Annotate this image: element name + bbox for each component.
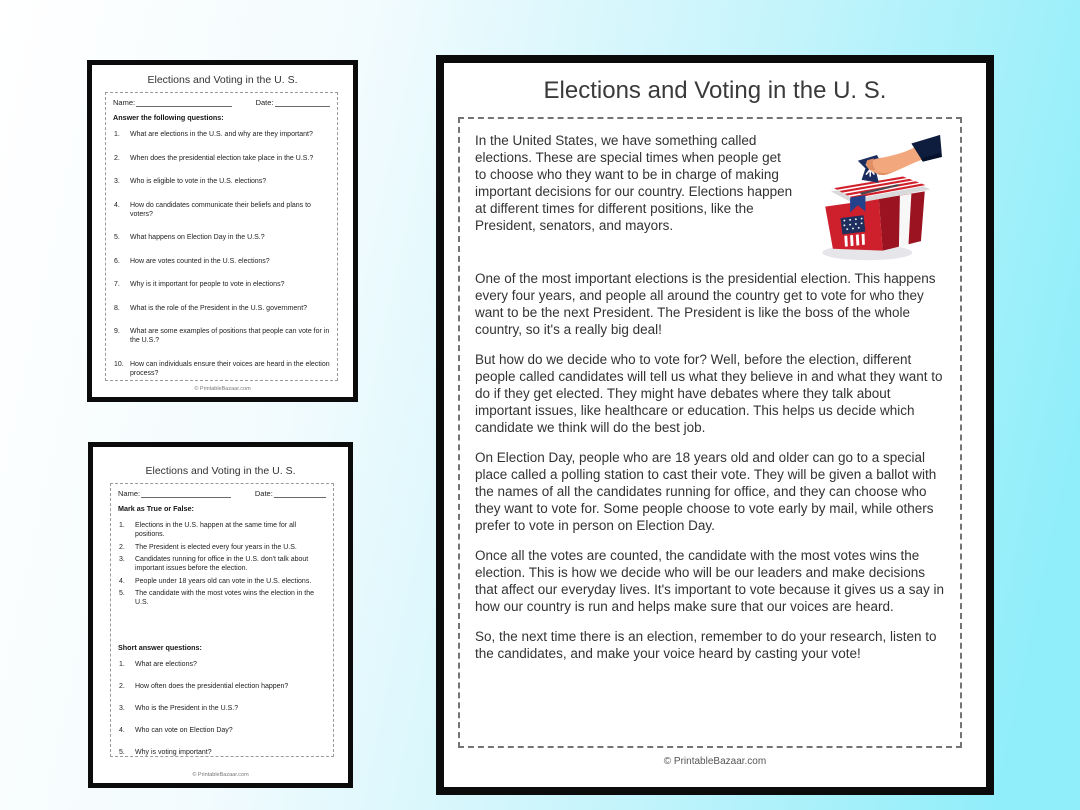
passage-title: Elections and Voting in the U. S. xyxy=(543,77,887,104)
name-field xyxy=(113,98,240,107)
question-item: Why is it important for people to vote in elections? xyxy=(130,281,285,288)
worksheet-title: Elections and Voting in the U. S. xyxy=(145,465,296,477)
passage-dashed-border xyxy=(458,117,962,748)
passage-paragraph: On Election Day, people who are 18 years old and older can go to a special place called a polling station to cast their vote. They will be given a ballot with the names of all the candidates running for office, and they can choose who they want to vote for. Some people choose to vote early by mail, while others prefer to vote in person on Election Day. xyxy=(475,450,937,533)
ballot-box-icon xyxy=(805,132,945,266)
passage-paragraph: In the United States, we have something called elections. These are special times when people get to choose who they want to be in charge of making important decisions for our country. Elections happen at different times for different positions, like the President, senators, and mayors. xyxy=(475,133,793,233)
shortanswer-item: Who is the President in the U.S.? xyxy=(135,705,239,712)
truefalse-item: Elections in the U.S. happen at the same time for all positions. xyxy=(135,522,297,538)
shortanswer-instruction: Short answer questions: xyxy=(118,643,202,652)
question-item: How are votes counted in the U.S. elections? xyxy=(130,257,270,265)
question-item: How can individuals ensure their voices are heard in the election process? xyxy=(130,360,330,377)
passage-paragraph: So, the next time there is an election, remember to do your research, listen to the candidates, and make your voice heard by casting your vote! xyxy=(475,629,937,661)
question-item: Who is eligible to vote in the U.S. elections? xyxy=(130,178,267,185)
truefalse-item: Candidates running for office in the U.S. don't talk about important issues before the election. xyxy=(135,556,309,572)
shortanswer-item: Who can vote on Election Day? xyxy=(135,727,233,734)
passage-paragraph: One of the most important elections is the presidential election. This happens every four years, and people all around the country get to vote for who they want to be the next President. The President is like the boss of the whole country, so it's a really big deal! xyxy=(475,271,936,337)
worksheet-truefalse-thumbnail xyxy=(88,442,353,788)
truefalse-item: The candidate with the most votes wins the election in the U.S. xyxy=(135,590,314,606)
date-blank-line xyxy=(274,490,326,498)
date-label: Date: xyxy=(255,98,274,107)
name-label: Name: xyxy=(113,98,136,107)
date-field xyxy=(255,489,326,498)
name-blank-line xyxy=(141,490,231,498)
worksheet-truefalse-page xyxy=(93,447,348,783)
worksheet-dashed-border xyxy=(110,483,334,757)
question-item: When does the presidential election take place in the U.S.? xyxy=(130,154,314,162)
question-item: What is the role of the President in the U.S. government? xyxy=(130,304,308,312)
worksheet-title: Elections and Voting in the U. S. xyxy=(147,74,298,86)
ballot-box-illustration xyxy=(805,132,945,266)
question-item: What are some examples of positions that people can vote for in the U.S.? xyxy=(130,328,330,344)
question-item: What are elections in the U.S. and why are they important? xyxy=(130,131,313,138)
shortanswer-list xyxy=(118,660,326,757)
worksheet-questions-page xyxy=(92,65,353,397)
question-item: How do candidates communicate their beliefs and plans to voters? xyxy=(130,201,311,218)
copyright-footer: © PrintableBazaar.com xyxy=(194,386,251,392)
reading-passage-page xyxy=(444,63,986,787)
copyright-footer: © PrintableBazaar.com xyxy=(663,756,767,767)
passage-paragraph: But how do we decide who to vote for? Well, before the election, different people called candidates will tell us what they believe in and what they want to do if they get elected. They might have debates where they talk about important issues, like healthcare or education. This helps us decide which candidate we think will do the best job. xyxy=(475,352,943,435)
name-blank-line xyxy=(136,99,231,107)
name-date-row xyxy=(118,489,326,498)
date-field xyxy=(256,98,330,107)
date-blank-line xyxy=(275,99,331,107)
truefalse-list xyxy=(118,521,326,607)
shortanswer-item: What are elections? xyxy=(135,661,197,668)
question-item: What happens on Election Day in the U.S.? xyxy=(130,234,265,241)
reading-passage-document xyxy=(436,55,994,795)
truefalse-item: People under 18 years old can vote in the U.S. elections. xyxy=(135,577,312,585)
copyright-footer: © PrintableBazaar.com xyxy=(192,772,249,778)
section-instruction: Answer the following questions: xyxy=(113,113,224,122)
date-label: Date: xyxy=(254,489,273,498)
passage-paragraph: Once all the votes are counted, the candidate with the most votes wins the election. This is how we decide who will be our leaders and make decisions that affect our everyday lives. It's important to vote because it gives us a say in how our country is run and helps make sure that our voices are heard. xyxy=(475,548,945,614)
shortanswer-item: Why is voting important? xyxy=(135,749,212,756)
truefalse-item: The President is elected every four years in the U.S. xyxy=(135,543,297,551)
name-date-row xyxy=(113,98,330,107)
truefalse-instruction: Mark as True or False: xyxy=(118,504,194,513)
name-field xyxy=(118,489,239,498)
worksheet-dashed-border xyxy=(105,92,338,381)
name-label: Name: xyxy=(118,489,141,498)
worksheet-questions-thumbnail xyxy=(87,60,358,402)
question-list xyxy=(113,130,330,378)
shortanswer-item: How often does the presidential election happen? xyxy=(135,683,289,690)
